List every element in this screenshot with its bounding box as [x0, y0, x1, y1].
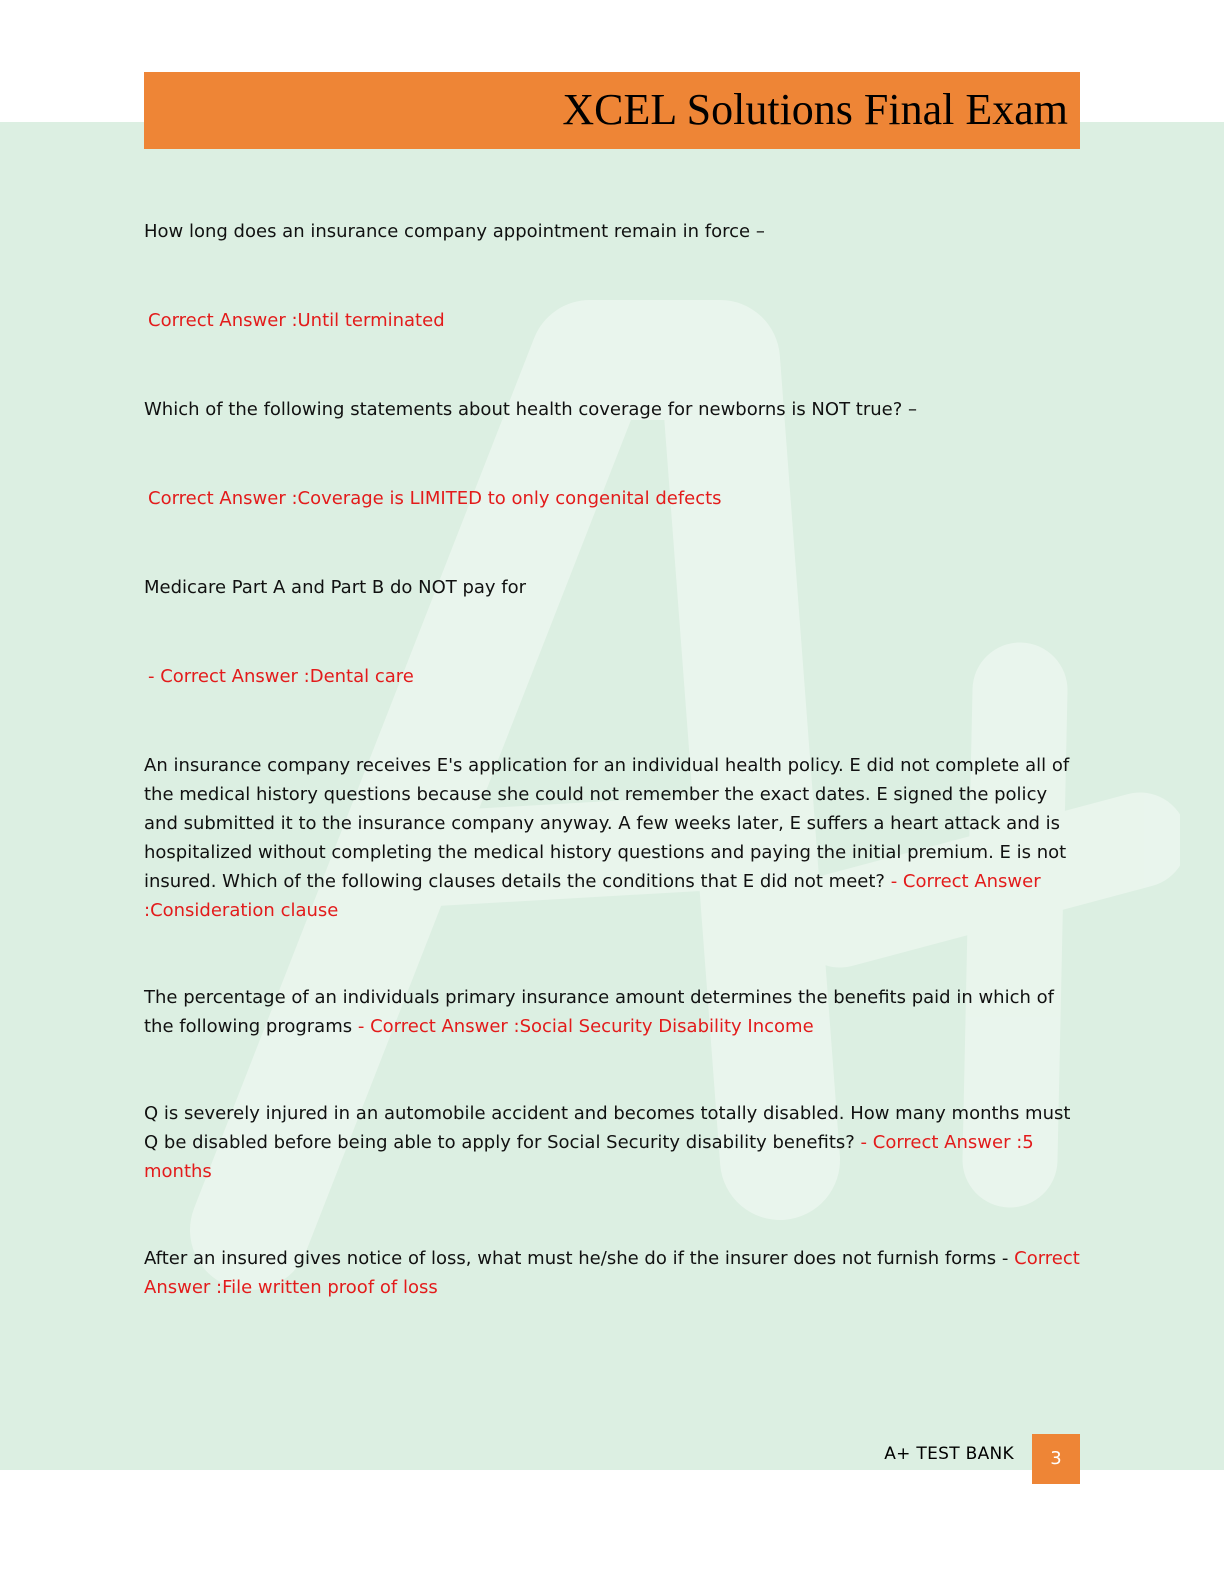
answer-text: Correct Answer :Until terminated — [148, 310, 445, 331]
header-bar — [144, 72, 1080, 149]
question-block — [144, 983, 1084, 1041]
question-text: An insurance company receives E's application for an individual health policy. E did not complete all of the medical history questions because she could not remember the exact dates. E signed the policy and submitted it to the insurance company anyway. A few weeks later, E suffers a heart attack and is hospitalized without completing the medical history questions and paying the initial premium. E is not insured. Which of the following clauses details the conditions that E did not meet? — [144, 755, 1070, 892]
question-block — [144, 1244, 1084, 1302]
question-text: Medicare Part A and Part B do NOT pay for — [144, 577, 527, 598]
question-block — [144, 751, 1084, 925]
question-text: The percentage of an individuals primary insurance amount determines the benefits paid in which of the following programs — [144, 987, 1054, 1037]
question-text: Q is severely injured in an automobile accident and becomes totally disabled. How many months must Q be disabled before being able to apply for Social Security disability benefits? — [144, 1103, 1071, 1153]
answer-text: - Correct Answer :Consideration clause — [144, 871, 1041, 921]
question-text: How long does an insurance company appointment remain in force – — [144, 221, 765, 242]
page-title: XCEL Solutions Final Exam — [562, 85, 1068, 134]
answer-text: - Correct Answer :Social Security Disability Income — [357, 1016, 814, 1037]
footer-label: A+ TEST BANK — [884, 1444, 1014, 1464]
question-list — [144, 217, 1084, 1302]
answer-text: - Correct Answer :Dental care — [148, 666, 414, 687]
answer-text: - Correct Answer :5 months — [144, 1132, 1034, 1182]
answer-text: Correct Answer :Coverage is LIMITED to only congenital defects — [148, 488, 722, 509]
question-text: After an insured gives notice of loss, what must he/she do if the insurer does not furnish forms - — [144, 1248, 1009, 1269]
page-number: 3 — [1032, 1434, 1080, 1484]
answer-text: Correct Answer :File written proof of loss — [144, 1248, 1080, 1298]
question-text: Which of the following statements about health coverage for newborns is NOT true? – — [144, 399, 917, 420]
question-block — [144, 1099, 1084, 1186]
